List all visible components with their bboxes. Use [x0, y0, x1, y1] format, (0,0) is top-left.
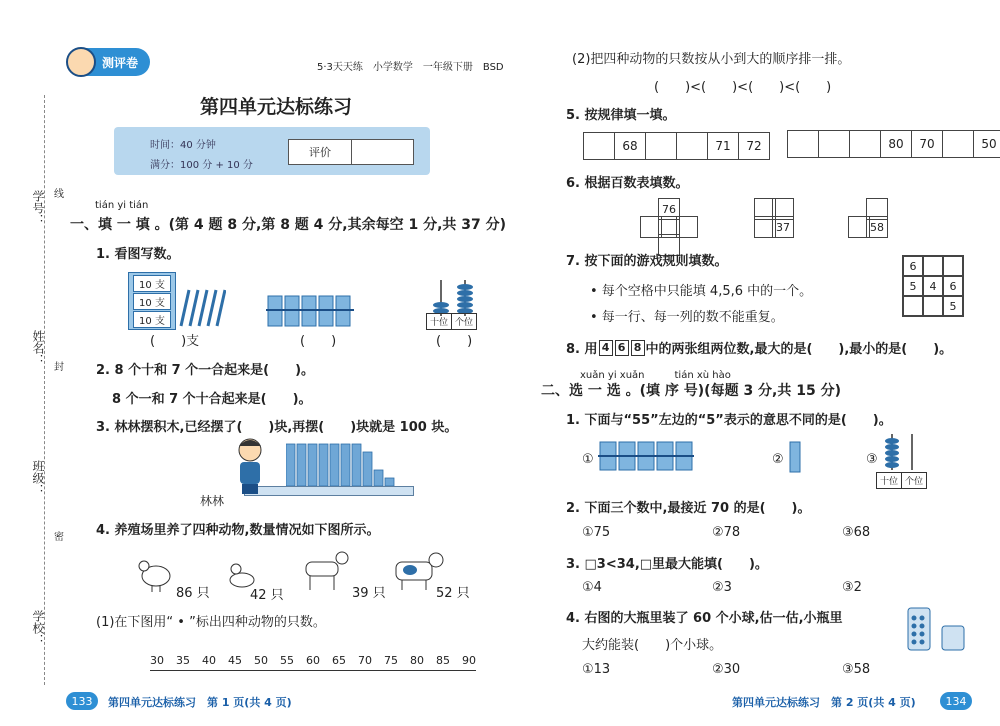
seq2-cell[interactable]: [788, 131, 819, 157]
animal-count-cow: 52 只: [436, 586, 470, 601]
q7-cell: 4: [923, 276, 943, 296]
side-mark-seal: 封: [54, 362, 64, 373]
s1-opt3[interactable]: ③: [866, 452, 878, 467]
sec2-pinyin: xuǎn yi xuǎn tián xù hào: [580, 370, 731, 381]
number-line: [150, 670, 476, 671]
q7-rule1: • 每个空格中只能填 4,5,6 中的一个。: [590, 284, 813, 299]
tick-55: 55: [280, 654, 294, 667]
zhi-label-1: 10 支: [133, 275, 171, 292]
stick-bundle-icon: [788, 440, 802, 474]
tick-50: 50: [254, 654, 268, 667]
eval-label: 评价: [289, 140, 352, 164]
side-label-class: 班级：: [31, 460, 45, 496]
q4-sub2: (2)把四种动物的只数按从小到大的顺序排一排。: [572, 52, 851, 67]
binding-line: [44, 95, 45, 685]
side-mark-secret: 密: [54, 532, 64, 543]
tick-40: 40: [202, 654, 216, 667]
q7-cell[interactable]: [943, 256, 963, 276]
grid3-bottom: 58: [866, 216, 888, 238]
tick-45: 45: [228, 654, 242, 667]
badge-label: 测评卷: [102, 55, 139, 70]
q7-cell: 6: [903, 256, 923, 276]
s3-opt1[interactable]: ①4: [582, 580, 602, 595]
s2-text: 2. 下面三个数中,最接近 70 的是( )。: [566, 501, 811, 516]
eval-box: [288, 139, 414, 165]
q8-card: 8: [631, 340, 645, 356]
s1-text: 1. 下面与“55”左边的“5”表示的意思不同的是( )。: [566, 413, 892, 428]
q3-text: 3. 林林摆积木,已经摆了( )块,再摆( )块就是 100 块。: [96, 420, 458, 435]
tick-30: 30: [150, 654, 164, 667]
q8-card: 6: [615, 340, 629, 356]
q1-answer-3[interactable]: ( ): [436, 334, 473, 349]
q7-cell: 5: [943, 296, 963, 316]
time-text: 时间：40 分钟: [150, 140, 216, 151]
s4-opt3[interactable]: ③58: [842, 662, 871, 677]
tick-60: 60: [306, 654, 320, 667]
q7-cell[interactable]: [923, 296, 943, 316]
q2-line1: 2. 8 个十和 7 个一合起来是( )。: [96, 363, 315, 378]
s1-opt2[interactable]: ②: [772, 452, 784, 467]
page-number-left: 133: [66, 692, 98, 710]
q5-text: 5. 按规律填一填。: [566, 108, 676, 123]
abacus-icon: [880, 432, 924, 472]
s2-opt2[interactable]: ②78: [712, 525, 741, 540]
page-number-right: 134: [940, 692, 972, 710]
q4-sub1: (1)在下图用“ • ”标出四种动物的只数。: [96, 615, 326, 630]
boy-icon: [232, 436, 276, 496]
header-right: 5·3天天练 小学数学 一年级下册 BSD: [317, 62, 504, 73]
mascot-icon: [66, 47, 96, 77]
q3-name: 林林: [200, 494, 225, 508]
side-label-school: 学校：: [31, 610, 45, 646]
tick-35: 35: [176, 654, 190, 667]
seq1-cell: 68: [615, 133, 646, 159]
q1-answer-1[interactable]: ( )支: [150, 334, 200, 349]
sec1-pinyin: tián yi tián: [95, 200, 149, 211]
bundles-icon: [598, 440, 698, 474]
tick-75: 75: [384, 654, 398, 667]
seq1-cell: 71: [708, 133, 739, 159]
tick-65: 65: [332, 654, 346, 667]
abacus-label-ones: 个位: [455, 318, 474, 328]
seq2-cell[interactable]: [943, 131, 974, 157]
abacus-labels-2: [876, 472, 927, 489]
seq1-cell[interactable]: [677, 133, 708, 159]
page-title: 第四单元达标练习: [200, 96, 353, 118]
grid1-top: 76: [658, 198, 680, 220]
sequence-row-1: [583, 132, 770, 160]
s4-opt1[interactable]: ①13: [582, 662, 611, 677]
cube-stack: [128, 272, 176, 330]
q8-prefix: 8. 用: [566, 342, 598, 357]
q7-text: 7. 按下面的游戏规则填数。: [566, 254, 728, 269]
number-line-labels: [150, 654, 476, 667]
abacus-label-tens: 十位: [877, 473, 902, 488]
sec1-title: 一、填 一 填 。(第 4 题 8 分,第 8 题 4 分,其余每空 1 分,共 37 分): [70, 217, 507, 233]
score-text: 满分：100 分 + 10 分: [150, 160, 253, 171]
tick-70: 70: [358, 654, 372, 667]
abacus-label-tens: 十位: [427, 314, 452, 329]
tick-85: 85: [436, 654, 450, 667]
s4-opt2[interactable]: ②30: [712, 662, 741, 677]
q7-cell[interactable]: [923, 256, 943, 276]
abacus-labels: [426, 313, 477, 330]
seq2-cell[interactable]: [850, 131, 881, 157]
q8-line: [566, 338, 952, 357]
animal-count-chicken: 86 只: [176, 586, 210, 601]
s2-opt1[interactable]: ①75: [582, 525, 611, 540]
sec2-title: 二、选 一 选 。(填 序 号)(每题 3 分,共 15 分): [541, 383, 842, 399]
s1-opt1[interactable]: ①: [582, 452, 594, 467]
goat-icon: [300, 548, 352, 592]
s3-opt2[interactable]: ②3: [712, 580, 732, 595]
tick-90: 90: [462, 654, 476, 667]
q7-grid: [902, 255, 964, 317]
q2-line2: 8 个一和 7 个十合起来是( )。: [112, 392, 312, 407]
q4-text: 4. 养殖场里养了四种动物,数量情况如下图所示。: [96, 523, 380, 538]
sticks-icon: [176, 286, 226, 328]
seq1-cell[interactable]: [584, 133, 615, 159]
q7-cell: 5: [903, 276, 923, 296]
seq1-cell[interactable]: [646, 133, 677, 159]
q6-text: 6. 根据百数表填数。: [566, 176, 689, 191]
seq1-cell: 72: [746, 139, 762, 153]
q7-rule2: • 每一行、每一列的数不能重复。: [590, 310, 784, 325]
seq2-cell[interactable]: [819, 131, 850, 157]
sequence-row-2: [787, 130, 1000, 158]
q8-card: 4: [599, 340, 613, 356]
grid2-bottom: 37: [772, 216, 794, 238]
side-label-student-no: 学号：: [31, 190, 45, 226]
s2-opt3[interactable]: ③68: [842, 525, 871, 540]
footer-left: 第四单元达标练习 第 1 页(共 4 页): [108, 696, 292, 709]
bottles-icon: [904, 604, 968, 652]
animal-count-goat: 39 只: [352, 586, 386, 601]
s4-line2: 大约能装( )个小球。: [582, 638, 723, 653]
abacus-icon: [428, 278, 480, 318]
s3-opt3[interactable]: ③2: [842, 580, 862, 595]
q7-cell: 6: [943, 276, 963, 296]
q8-suffix: 中的两张组两位数,最大的是( ),最小的是( )。: [645, 342, 953, 357]
q4-order[interactable]: ( )<( )<( )<( ): [654, 80, 832, 95]
q1-answer-2[interactable]: ( ): [300, 334, 337, 349]
side-label-name: 姓名：: [31, 330, 45, 366]
zhi-label-3: 10 支: [133, 311, 171, 328]
q1-text: 1. 看图写数。: [96, 247, 180, 262]
seq2-cell: 70: [912, 131, 943, 157]
bundles-icon: [266, 292, 356, 330]
badge: [68, 48, 150, 76]
seq2-cell: 80: [881, 131, 912, 157]
tick-80: 80: [410, 654, 424, 667]
seq2-cell: 50: [981, 137, 997, 151]
abacus-label-ones: 个位: [905, 477, 924, 487]
q7-cell[interactable]: [903, 296, 923, 316]
footer-right: 第四单元达标练习 第 2 页(共 4 页): [732, 696, 916, 709]
chicken-icon: [136, 556, 176, 592]
s4-line1: 4. 右图的大瓶里装了 60 个小球,估一估,小瓶里: [566, 611, 843, 626]
animal-count-duck: 42 只: [250, 588, 284, 603]
zhi-label-2: 10 支: [133, 293, 171, 310]
s3-text: 3. □3<34,□里最大能填( )。: [566, 557, 768, 572]
side-mark-line: 线: [54, 189, 64, 200]
blocks-icon: [286, 440, 410, 486]
